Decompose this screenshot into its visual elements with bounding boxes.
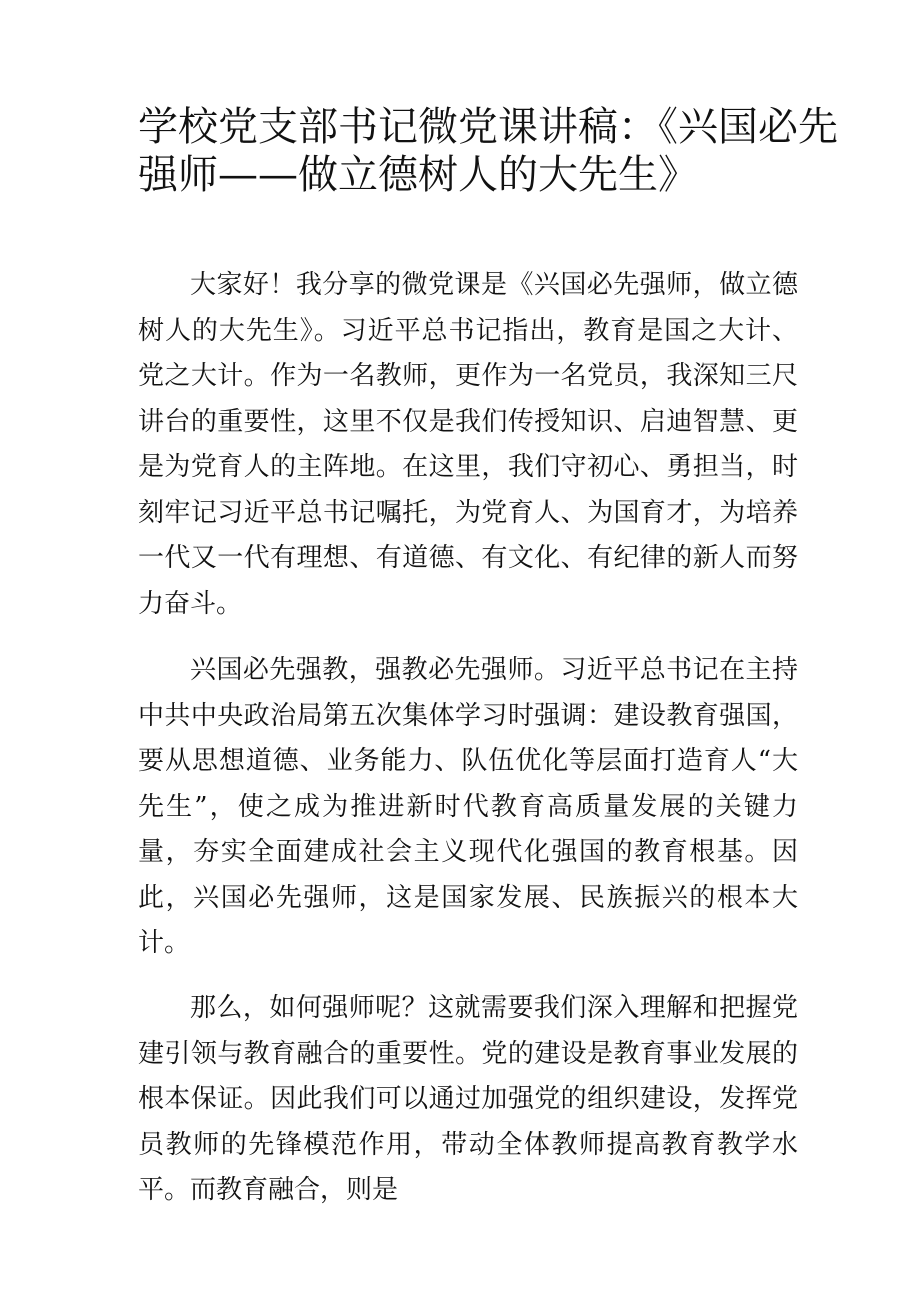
paragraph-2: 兴国必先强教，强教必先强师。习近平总书记在主持中共中央政治局第五次集体学习时强调：建设教育强国，要从思想道德、业务能力、队伍优化等层面打造育人“大先生”，使之成为推进新时代教育高质量发展的关键力量，夯实全面建成社会主义现代化强国的教育根基。因此，兴国必先强师，这是国家发展、民族振兴的根本大计。 (138, 655, 798, 958)
paragraph-1: 大家好！我分享的微党课是《兴国必先强师，做立德树人的大先生》。习近平总书记指出，教育是国之大计、党之大计。作为一名教师，更作为一名党员，我深知三尺讲台的重要性，这里不仅是我们传授知识、启迪智慧、更是为党育人的主阵地。在这里，我们守初心、勇担当，时刻牢记习近平总书记嘱托，为党育人、为国育才，为培养一代又一代有理想、有道德、有文化、有纪律的新人而努力奋斗。 (138, 270, 798, 619)
paragraph-3: 那么，如何强师呢？这就需要我们深入理解和把握党建引领与教育融合的重要性。党的建设是教育事业发展的根本保证。因此我们可以通过加强党的组织建设，发挥党员教师的先锋模范作用，带动全体教师提高教育教学水平。而教育融合，则是 (138, 993, 798, 1205)
document-title: 学校党支部书记微党课讲稿：《兴国必先强师——做立德树人的大先生》 (138, 104, 838, 198)
